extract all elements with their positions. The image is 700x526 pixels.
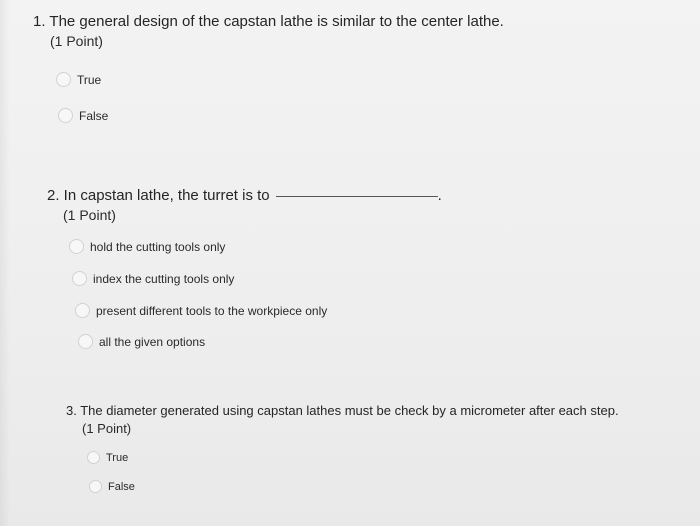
fill-in-blank-line — [276, 196, 438, 197]
question-3-title: 3. The diameter generated using capstan lathes must be check by a micrometer after each step. — [66, 403, 619, 418]
option-label: present different tools to the workpiece only — [96, 303, 328, 318]
question-3-option-true[interactable] — [87, 451, 128, 464]
radio-button[interactable] — [56, 72, 71, 87]
question-2-title-row — [47, 186, 442, 205]
question-2-option-1[interactable] — [69, 239, 225, 254]
question-2-option-2[interactable] — [72, 271, 234, 286]
question-1-points: (1 Point) — [50, 33, 103, 49]
radio-button[interactable] — [89, 480, 102, 493]
question-1 — [33, 12, 504, 50]
option-label: False — [79, 108, 109, 123]
question-2-blank-suffix: . — [437, 187, 442, 204]
option-label: True — [106, 451, 129, 464]
radio-button[interactable] — [75, 303, 90, 318]
radio-button[interactable] — [78, 334, 93, 349]
question-2-points: (1 Point) — [63, 207, 116, 223]
radio-button[interactable] — [69, 239, 84, 254]
option-label: False — [108, 480, 135, 493]
option-label: index the cutting tools only — [93, 271, 235, 286]
question-3 — [66, 402, 619, 438]
question-1-option-false[interactable] — [58, 108, 108, 123]
question-1-option-true[interactable] — [56, 72, 101, 87]
radio-button[interactable] — [58, 108, 73, 123]
option-label: hold the cutting tools only — [90, 239, 226, 254]
page-edge-shadow — [0, 0, 10, 526]
question-2-title: 2. In capstan lathe, the turret is to — [47, 187, 270, 204]
radio-button[interactable] — [72, 271, 87, 286]
question-3-option-false[interactable] — [89, 480, 135, 493]
question-1-title: 1. The general design of the capstan lathe is similar to the center lathe. — [33, 13, 504, 30]
option-label: True — [77, 72, 102, 87]
question-2 — [47, 186, 442, 224]
question-2-option-4[interactable] — [78, 334, 205, 349]
radio-button[interactable] — [87, 451, 100, 464]
option-label: all the given options — [99, 334, 206, 349]
question-2-option-3[interactable] — [75, 303, 327, 318]
question-3-points: (1 Point) — [82, 421, 132, 436]
